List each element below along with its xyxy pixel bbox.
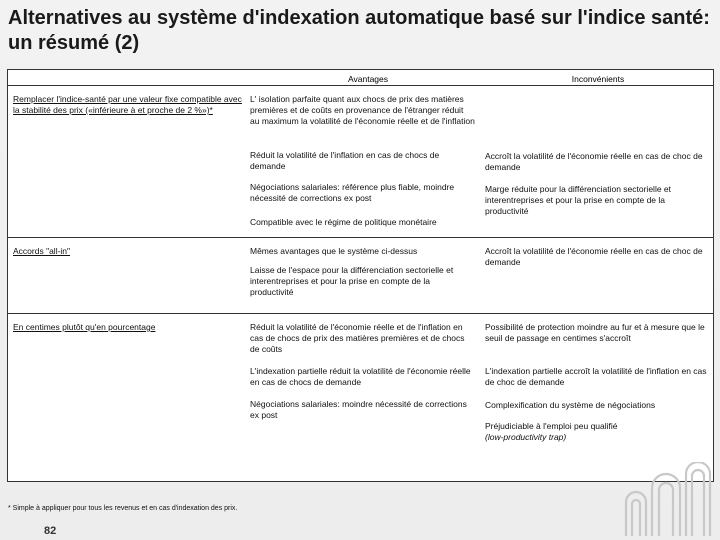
comparison-table [7, 69, 714, 482]
bank-logo-icon [622, 462, 714, 538]
advantage-item: Compatible avec le régime de politique monétaire [250, 217, 437, 227]
advantage-item: Laisse de l'espace pour la différenciation sectorielle et interentreprises et pour la prise en compte de la productivité [250, 265, 454, 297]
advantage-item: Réduit la volatilité de l'inflation en cas de chocs de demande [250, 150, 440, 171]
disadvantage-item: Accroît la volatilité de l'économie réelle en cas de choc de demande [485, 151, 703, 172]
row-label-fixed-value: Remplacer l'indice-santé par une valeur fixe compatible avec la stabilité des prix («inférieure à et proche de 2 %»)* [13, 94, 242, 115]
disadvantage-item [485, 421, 707, 443]
row-divider [8, 237, 713, 238]
header-advantages: Avantages [347, 74, 388, 84]
advantage-item: Négociations salariales: moindre nécessité de corrections ex post [250, 399, 467, 420]
row-divider [8, 313, 713, 314]
disadvantage-item: Complexification du système de négociations [485, 400, 656, 410]
footnote: * Simple à appliquer pour tous les revenus et en cas d'indexation des prix. [8, 505, 238, 512]
disadvantage-note: (low-productivity trap) [485, 432, 567, 442]
header-disadvantages: Inconvénients [571, 74, 625, 84]
advantage-item: L'indexation partielle réduit la volatilité de l'économie réelle en cas de chocs de demande [250, 366, 471, 387]
header-divider [8, 85, 713, 86]
disadvantage-item: Marge réduite pour la différenciation sectorielle et interentreprises et pour la prise en compte de la productivité [485, 184, 672, 216]
page-number: 82 [44, 525, 57, 537]
advantage-item: Réduit la volatilité de l'économie réelle et de l'inflation en cas de chocs de prix des matières premières et de chocs de coûts [250, 322, 465, 354]
advantage-item: L' isolation parfaite quant aux chocs de prix des matières premières et de coûts en provenance de l'étranger réduit au maximum la volatilité de l'économie réelle et de l'inflation [250, 94, 475, 126]
disadvantage-text: Préjudiciable à l'emploi peu qualifié [485, 421, 618, 431]
disadvantage-item: Possibilité de protection moindre au fur et à mesure que le seuil de passage en centimes s'accroît [485, 322, 705, 343]
row-label-all-in: Accords "all-in" [13, 246, 71, 256]
advantage-item: Mêmes avantages que le système ci-dessus [250, 246, 418, 256]
slide-title: Alternatives au système d'indexation automatique basé sur l'indice santé: un résumé (2) [8, 7, 710, 54]
advantage-item: Négociations salariales: référence plus fiable, moindre nécessité de corrections ex post [250, 182, 455, 203]
row-label-centimes: En centimes plutôt qu'en pourcentage [13, 322, 156, 332]
disadvantage-item: Accroît la volatilité de l'économie réelle en cas de choc de demande [485, 246, 703, 267]
disadvantage-item: L'indexation partielle accroît la volatilité de l'inflation en cas de choc de demande [485, 366, 707, 387]
